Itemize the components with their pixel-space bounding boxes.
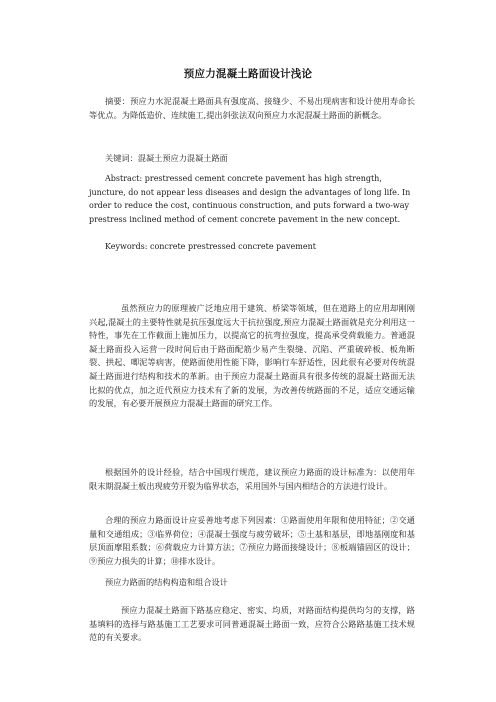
paper-title: 预应力混凝土路面设计浅论 — [183, 68, 313, 80]
body-paragraph-3: 合理的预应力路面设计应妥善地考虑下列因素：①路面使用年限和使用特征；②交通量和交通组成；③临界荷位；④混凝土强度与疲劳破坏；⑤土基和基层，即地基刚度和基层顶面摩阻系数；⑥荷载应力计算方法；⑦预应力路面接缝设计；⑧板端锚固区的设计；⑨预应力损失的计算；⑩排水设计。 — [89, 515, 415, 566]
abstract-english: Abstract: prestressed cement concrete pavement has high strength, juncture, do not appear less diseases and design the advantages of long life. In order to reduce the cost, continuous construction, and puts forward a two-way prestress inclined method of cement concrete pavement in the new concept. — [89, 174, 411, 224]
keywords-english: Keywords: concrete prestressed concrete pavement — [105, 242, 316, 251]
body-paragraph-1: 虽然预应力的原理被广泛地应用于建筑、桥梁等领域，但在道路上的应用却刚刚兴起,混凝土的主要特性就是抗压强度远大于抗拉强度,预应力混凝土路面就是充分利用这一特性，事先在工作截面上施加压力，以提高它的抗弯拉强度，提高承受荷载能力。普通混凝土路面投入运营一段时间后由于路面配筋少易产生裂缝、沉陷、严重破碎板、板角断裂、拱起、唧泥等病害，使路面使用性能下降，影响行车舒适性，因此很有必要对传统混凝土路面进行结构和技术的革新。由于预应力混凝土路面具有很多传统的混凝土路面无法比拟的优点，加之近代预应力技术有了新的发展，为改善传统路面的不足，适应交通运输的发展，有必要开展预应力混凝土路面的研究工作。 — [89, 303, 415, 409]
body-paragraph-4: 预应力混凝土路面下路基应稳定、密实、均质，对路面结构提供均匀的支撑，路基填料的选择与路基施工工艺要求可同普通混凝土路面一致，应符合公路路基施工技术规范的有关要求。 — [89, 605, 415, 643]
section-heading: 预应力路面的结构构造和组合设计 — [105, 577, 228, 587]
body-paragraph-2: 根据国外的设计经验，结合中国现行规范，建议预应力路面的设计标准为：以使用年限末期混凝土板出现疲劳开裂为临界状态，采用国外与国内相结合的方法进行设计。 — [89, 467, 415, 491]
abstract-chinese: 摘要：预应力水泥混凝土路面具有强度高、接缝少、不易出现病害和设计使用寿命长等优点。为降低造价、连续施工,提出斜张法双向预应力水泥混凝土路面的新概念。 — [89, 96, 415, 120]
keywords-chinese: 关键词：混凝土预应力混凝土路面 — [105, 153, 228, 163]
